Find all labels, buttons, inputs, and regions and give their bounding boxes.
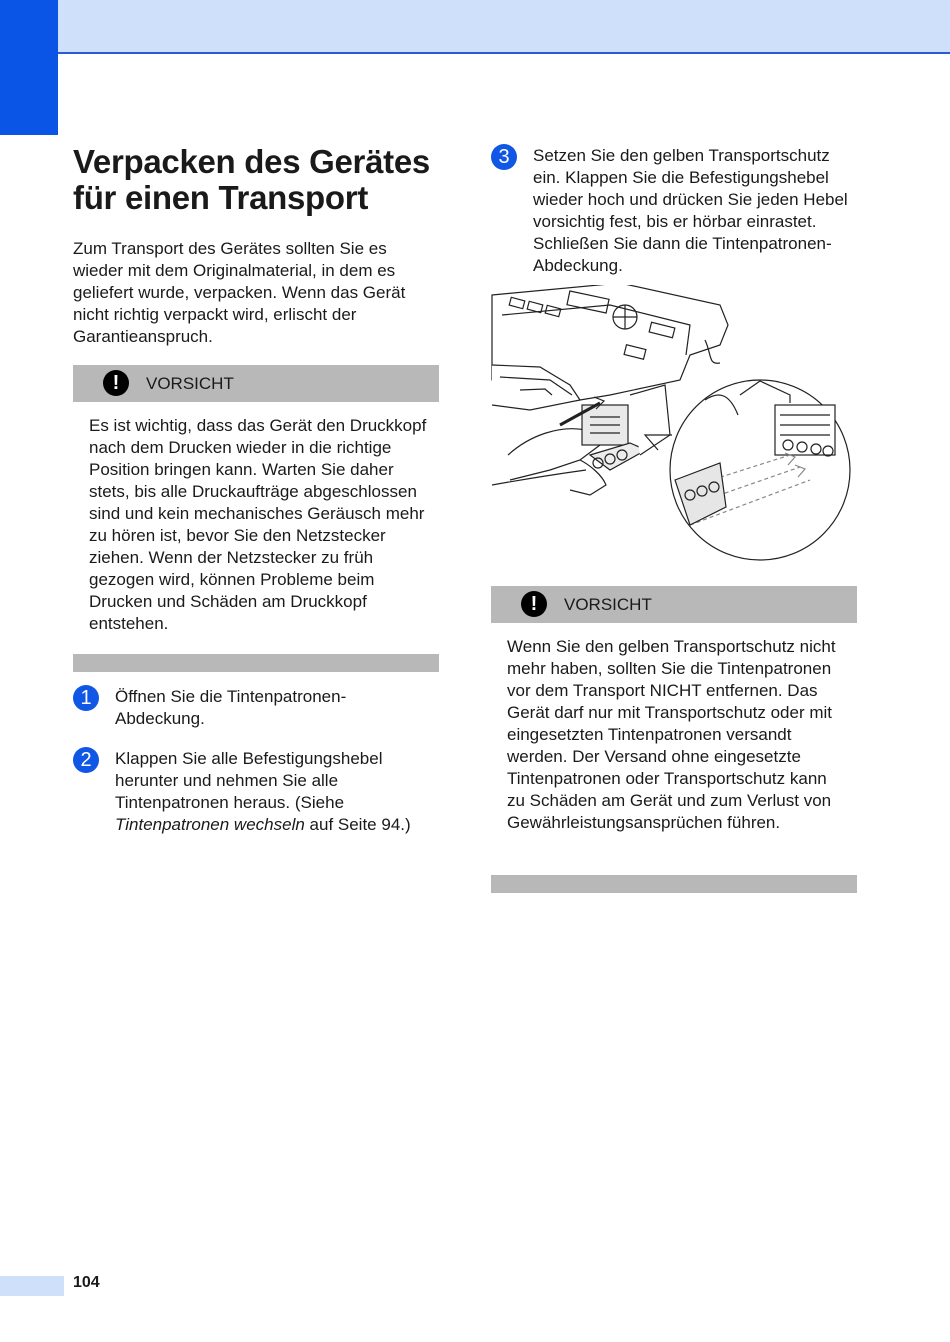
page-title — [73, 144, 453, 216]
printer-transport-illustration — [490, 285, 856, 567]
step-text-part: auf Seite 94.) — [304, 815, 411, 834]
caution-label: VORSICHT — [564, 595, 652, 614]
step-number-badge: 3 — [491, 144, 517, 170]
step-text-part: Klappen Sie alle Befestigungshebel herunter und nehmen Sie alle Tintenpatronen heraus. (Siehe — [115, 749, 383, 812]
step-number-badge: 2 — [73, 747, 99, 773]
exclamation-icon: ! — [521, 591, 547, 617]
step-1 — [73, 685, 439, 735]
step-text: Setzen Sie den gelben Transportschutz ein. Klappen Sie die Befestigungshebel wieder hoch und drücken Sie jeden Hebel vorsichtig fest, bis er hörbar einrastet. Schließen Sie dann die Tintenpatronen-Abdeckung. — [533, 146, 848, 275]
step-3 — [491, 144, 857, 284]
caution-footer-bar — [491, 875, 857, 893]
step-text — [115, 748, 441, 836]
caution-box-1 — [73, 365, 439, 635]
title-line-2: für einen Transport — [73, 179, 369, 216]
step-2 — [73, 747, 439, 842]
intro-paragraph: Zum Transport des Gerätes sollten Sie es wieder mit dem Originalmaterial, in dem es geliefert wurde, verpacken. Wenn das Gerät nicht richtig verpackt wird, erlischt der Garantieanspruch. — [73, 239, 406, 346]
footer-band — [0, 1276, 64, 1296]
step-number-badge: 1 — [73, 685, 99, 711]
step-text: Öffnen Sie die Tintenpatronen-Abdeckung. — [115, 687, 347, 728]
caution-header — [491, 586, 857, 623]
exclamation-icon: ! — [103, 370, 129, 396]
detail-callout — [645, 380, 850, 560]
header-band — [0, 0, 950, 54]
caution-text: Wenn Sie den gelben Transportschutz nicht mehr haben, sollten Sie die Tintenpatronen vor dem Transport NICHT entfernen. Das Gerät darf nur mit Transportschutz oder mit eingesetzten Tintenpatronen versandt werden. Der Versand ohne eingesetzte Tintenpatronen oder Transportschutz kann zu Schäden am Gerät und zum Verlust von Gewährleistungsansprüchen führen. — [507, 637, 836, 832]
page-number: 104 — [73, 1274, 100, 1291]
caution-label: VORSICHT — [146, 374, 234, 393]
caution-header — [73, 365, 439, 402]
title-line-1: Verpacken des Gerätes — [73, 143, 430, 180]
caution-text: Es ist wichtig, dass das Gerät den Druckkopf nach dem Drucken wieder in die richtige Position bringen kann. Warten Sie daher stets, bis alle Druckaufträge abgeschlossen sind und kein mechanisches Geräusch mehr zu hören ist, bevor Sie den Netzstecker ziehen. Wenn der Netzstecker zu früh gezogen wird, können Probleme beim Drucken und Schäden am Druckkopf entstehen. — [89, 416, 427, 633]
cross-reference-link[interactable]: Tintenpatronen wechseln — [115, 815, 305, 834]
chapter-tab — [0, 0, 58, 135]
caution-box-2 — [491, 586, 857, 834]
caution-footer-bar — [73, 654, 439, 672]
